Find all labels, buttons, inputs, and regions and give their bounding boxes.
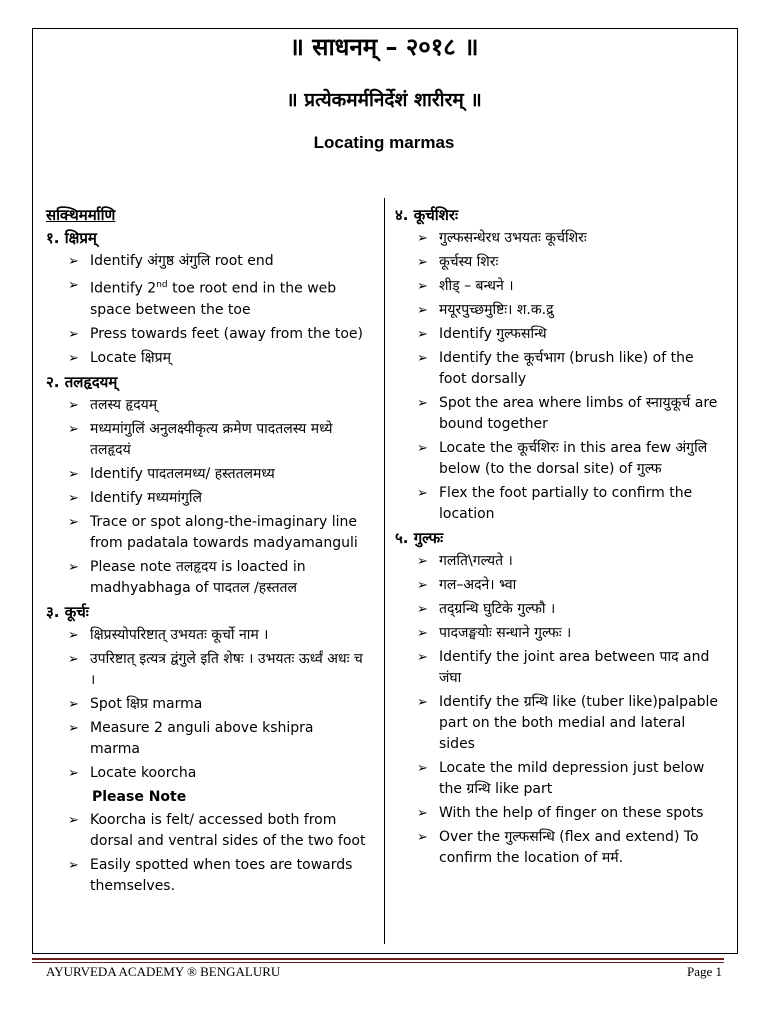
list-item: ➢ गलति\गल्यते । — [417, 551, 725, 572]
arrow-bullet-icon: ➢ — [417, 396, 428, 411]
list-item: ➢ Spot the area where limbs of स्नायुकूर्च are bound together — [417, 395, 718, 432]
arrow-bullet-icon: ➢ — [68, 350, 79, 366]
group-heading-talahridayam: २. तलहृदयम् — [46, 372, 118, 391]
group-heading-koorcha: ३. कूर्चः — [46, 602, 89, 621]
list-item: ➢ मयूरपुच्छमुष्टिः। श.क.द्रु — [417, 300, 725, 321]
list-item: ➢ Please note तलहृदय is loacted in madhyabhaga of पादतल /हस्ततल — [68, 558, 306, 596]
talahridayam-list — [46, 395, 366, 599]
arrow-bullet-icon: ➢ — [417, 351, 428, 366]
group-heading-gulpha: ५. गुल्फः — [395, 529, 444, 547]
list-item: ➢ Locate the mild depression just below the ग्रन्थि like part — [417, 760, 705, 797]
group-heading-koorchashira: ४. कूर्चशिरः — [395, 206, 459, 224]
arrow-bullet-icon: ➢ — [417, 602, 428, 617]
arrow-bullet-icon: ➢ — [417, 279, 428, 294]
list-item: ➢ Measure 2 anguli above kshipra marma — [68, 719, 314, 757]
arrow-bullet-icon: ➢ — [68, 696, 79, 712]
arrow-bullet-icon: ➢ — [68, 254, 79, 269]
list-item: ➢ शीड् – बन्धने । — [417, 276, 725, 297]
list-item: ➢ Koorcha is felt/ accessed both from dorsal and ventral sides of the two foot — [68, 811, 366, 849]
arrow-bullet-icon: ➢ — [417, 830, 428, 845]
list-item: ➢ Press towards feet (away from the toe) — [68, 324, 366, 345]
list-item: ➢ Identify 2nd toe root end in the web space between the toe — [68, 275, 366, 321]
page-number: Page 1 — [686, 964, 722, 979]
arrow-bullet-icon: ➢ — [417, 650, 428, 665]
gulpha-list — [395, 551, 725, 869]
arrow-bullet-icon: ➢ — [68, 765, 79, 781]
footer-rule — [32, 958, 724, 960]
list-item: ➢ Identify गुल्फसन्धि — [417, 324, 725, 345]
section-heading: सक्थिमर्माणि — [46, 206, 116, 224]
list-item: ➢ Over the गुल्फसन्धि (flex and extend) To confirm the location of मर्म. — [417, 829, 699, 866]
english-title: Locating marmas — [313, 133, 455, 152]
arrow-bullet-icon: ➢ — [417, 554, 428, 569]
arrow-bullet-icon: ➢ — [68, 559, 79, 575]
arrow-bullet-icon: ➢ — [68, 397, 79, 413]
list-item: ➢ गुल्फसन्धेरध उभयतः कूर्चशिरः — [417, 228, 725, 249]
arrow-bullet-icon: ➢ — [68, 421, 79, 437]
arrow-bullet-icon: ➢ — [417, 441, 428, 456]
list-item: ➢ Locate koorcha — [68, 763, 366, 784]
arrow-bullet-icon: ➢ — [68, 466, 79, 482]
list-item: ➢ Identify अंगुष्ठ अंगुलि root end — [68, 251, 366, 272]
arrow-bullet-icon: ➢ — [417, 231, 428, 246]
arrow-bullet-icon: ➢ — [68, 720, 79, 736]
arrow-bullet-icon: ➢ — [417, 578, 428, 593]
footer-rule-thin — [32, 962, 724, 963]
list-item: ➢ Identify the ग्रन्थि like (tuber like)palpable part on the both medial and lateral sides — [417, 694, 719, 752]
koorchashira-list — [395, 228, 725, 525]
column-divider — [384, 198, 385, 944]
arrow-bullet-icon: ➢ — [68, 651, 79, 667]
list-item: ➢ गल–अदने। भ्वा — [417, 575, 725, 596]
arrow-bullet-icon: ➢ — [417, 761, 428, 776]
list-item: ➢ क्षिप्रस्योपरिष्टात् उभयतः कूर्चो नाम । — [68, 625, 366, 646]
list-item: ➢ कूर्चस्य शिरः — [417, 252, 725, 273]
arrow-bullet-icon: ➢ — [417, 695, 428, 710]
arrow-bullet-icon: ➢ — [68, 812, 79, 828]
list-item: ➢ Identify the joint area between पाद and जंघा — [417, 649, 710, 686]
arrow-bullet-icon: ➢ — [417, 303, 428, 318]
arrow-bullet-icon: ➢ — [68, 326, 79, 342]
arrow-bullet-icon: ➢ — [68, 857, 79, 873]
list-item: ➢ Spot क्षिप्र marma — [68, 694, 366, 715]
arrow-bullet-icon: ➢ — [68, 278, 79, 293]
koorcha-note-list — [46, 810, 366, 897]
list-item: ➢ Identify मध्यमांगुलि — [68, 488, 366, 509]
arrow-bullet-icon: ➢ — [68, 514, 79, 530]
arrow-bullet-icon: ➢ — [68, 627, 79, 643]
main-title: ॥ साधनम् – २०१८ ॥ — [289, 33, 479, 61]
list-item: ➢ मध्यमांगुलिं अनुलक्ष्यीकृत्य क्रमेण पादतलस्य मध्ये तलहृदयं — [68, 420, 333, 458]
arrow-bullet-icon: ➢ — [417, 806, 428, 821]
arrow-bullet-icon: ➢ — [417, 486, 428, 501]
footer-publisher: AYURVEDA ACADEMY ® BENGALURU — [46, 964, 281, 979]
sub-title: ॥ प्रत्येकमर्मनिर्देशं शारीरम् ॥ — [286, 89, 482, 111]
list-item: ➢ Identify पादतलमध्य/ हस्ततलमध्य — [68, 464, 366, 485]
list-item: ➢ Locate the कूर्चशिरः in this area few अंगुलि below (to the dorsal site) of गुल्फ — [417, 440, 708, 477]
arrow-bullet-icon: ➢ — [417, 626, 428, 641]
please-note-label: Please Note — [92, 788, 187, 805]
kshipram-list — [46, 251, 366, 369]
list-item: ➢ Flex the foot partially to confirm the location — [417, 485, 693, 522]
list-item: ➢ तलस्य हृदयम् — [68, 395, 366, 416]
arrow-bullet-icon: ➢ — [417, 255, 428, 270]
koorcha-list — [46, 625, 366, 784]
list-item: ➢ तद्ग्रन्थि घुटिके गुल्फौ । — [417, 599, 725, 620]
list-item: ➢ Easily spotted when toes are towards themselves. — [68, 856, 353, 894]
list-item: ➢ उपरिष्टात् इत्यत्र द्वंगुले इति शेषः । उभयतः ऊर्ध्वं अधः च । — [68, 650, 363, 688]
arrow-bullet-icon: ➢ — [68, 490, 79, 506]
list-item: ➢ Locate क्षिप्रम् — [68, 348, 366, 369]
right-column — [395, 204, 725, 872]
list-item: ➢ पादजङ्घयोः सन्धाने गुल्फः । — [417, 623, 725, 644]
arrow-bullet-icon: ➢ — [417, 327, 428, 342]
list-item: ➢ Identify the कूर्चभाग (brush like) of the foot dorsally — [417, 350, 694, 387]
group-heading-kshipram: १. क्षिप्रम् — [46, 229, 97, 247]
list-item: ➢ With the help of finger on these spots — [417, 803, 725, 824]
left-column — [46, 204, 366, 900]
list-item: ➢ Trace or spot along-the-imaginary line from padatala towards madyamanguli — [68, 513, 358, 551]
